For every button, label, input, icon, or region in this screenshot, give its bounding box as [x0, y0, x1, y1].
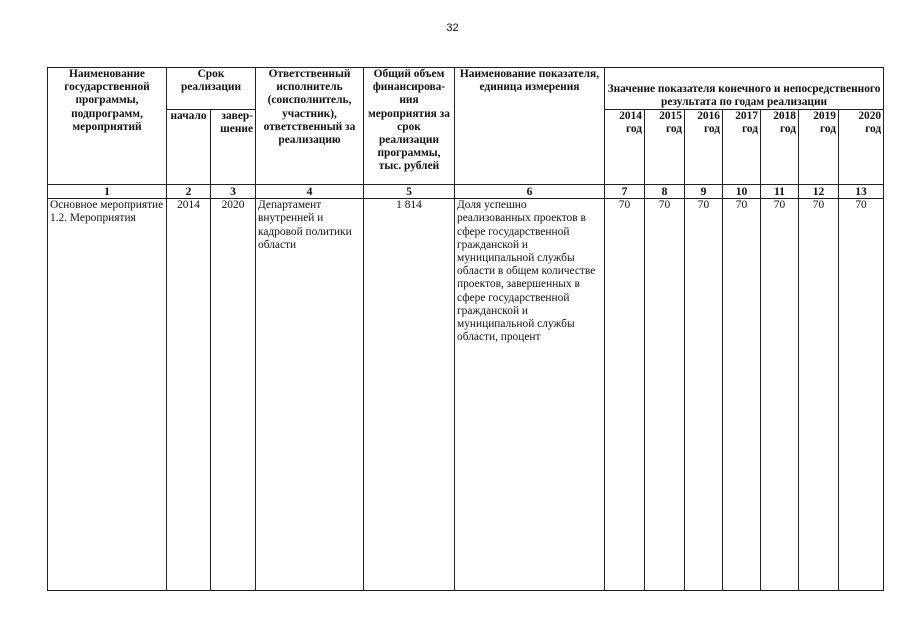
header-volume-bottom: мероприятия за срок реализации программы, тыс. рублей — [368, 107, 450, 173]
column-number: 4 — [256, 185, 364, 199]
header-term-end: завер-шение — [211, 110, 256, 185]
column-number: 6 — [455, 185, 605, 199]
row-value: 70 — [799, 199, 839, 591]
header-year: 2019 год — [799, 110, 839, 185]
column-number: 5 — [364, 185, 455, 199]
header-year: 2014 год — [605, 110, 645, 185]
header-volume-top: Общий объем финансирова-ния — [372, 68, 446, 107]
row-value: 70 — [685, 199, 723, 591]
header-year: 2017 год — [723, 110, 761, 185]
row-name: Основное мероприятие 1.2. Мероприятия — [48, 199, 167, 591]
column-number: 8 — [645, 185, 685, 199]
header-term: Срок реализации — [167, 68, 256, 110]
header-volume — [364, 68, 455, 185]
column-number: 9 — [685, 185, 723, 199]
row-indicator: Доля успешно реализованных проектов в сфере государственной гражданской и муниципальной службы области в общем количестве проектов, завершенных в сфере государственной гражданской и муниципальной службы области, процент — [455, 199, 605, 591]
header-year: 2020 год — [839, 110, 884, 185]
header-term-start: начало — [167, 110, 211, 185]
row-value: 70 — [645, 199, 685, 591]
header-year: 2015 год — [645, 110, 685, 185]
header-executor: Ответственный исполнитель (соисполнитель, участник), ответственный за реализацию — [256, 68, 364, 185]
column-number: 3 — [211, 185, 256, 199]
column-number: 13 — [839, 185, 884, 199]
column-number: 11 — [761, 185, 799, 199]
table-row — [48, 199, 884, 591]
row-start: 2014 — [167, 199, 211, 591]
row-volume: 1 814 — [364, 199, 455, 591]
header-name: Наименование государственной программы, подпрограмм, мероприятий — [48, 68, 167, 185]
header-year: 2018 год — [761, 110, 799, 185]
row-executor: Департамент внутренней и кадровой политики области — [256, 199, 364, 591]
column-number: 10 — [723, 185, 761, 199]
column-number: 2 — [167, 185, 211, 199]
indicator-table — [47, 67, 884, 591]
column-number: 7 — [605, 185, 645, 199]
row-value: 70 — [761, 199, 799, 591]
row-value: 70 — [839, 199, 884, 591]
header-year: 2016 год — [685, 110, 723, 185]
header-indicator: Наименование показателя, единица измерения — [455, 68, 605, 185]
page-number: 32 — [446, 22, 459, 34]
header-values: Значение показателя конечного и непосредственного результата по годам реализации — [605, 68, 884, 110]
column-number: 12 — [799, 185, 839, 199]
row-value: 70 — [605, 199, 645, 591]
row-end: 2020 — [211, 199, 256, 591]
row-value: 70 — [723, 199, 761, 591]
column-number: 1 — [48, 185, 167, 199]
